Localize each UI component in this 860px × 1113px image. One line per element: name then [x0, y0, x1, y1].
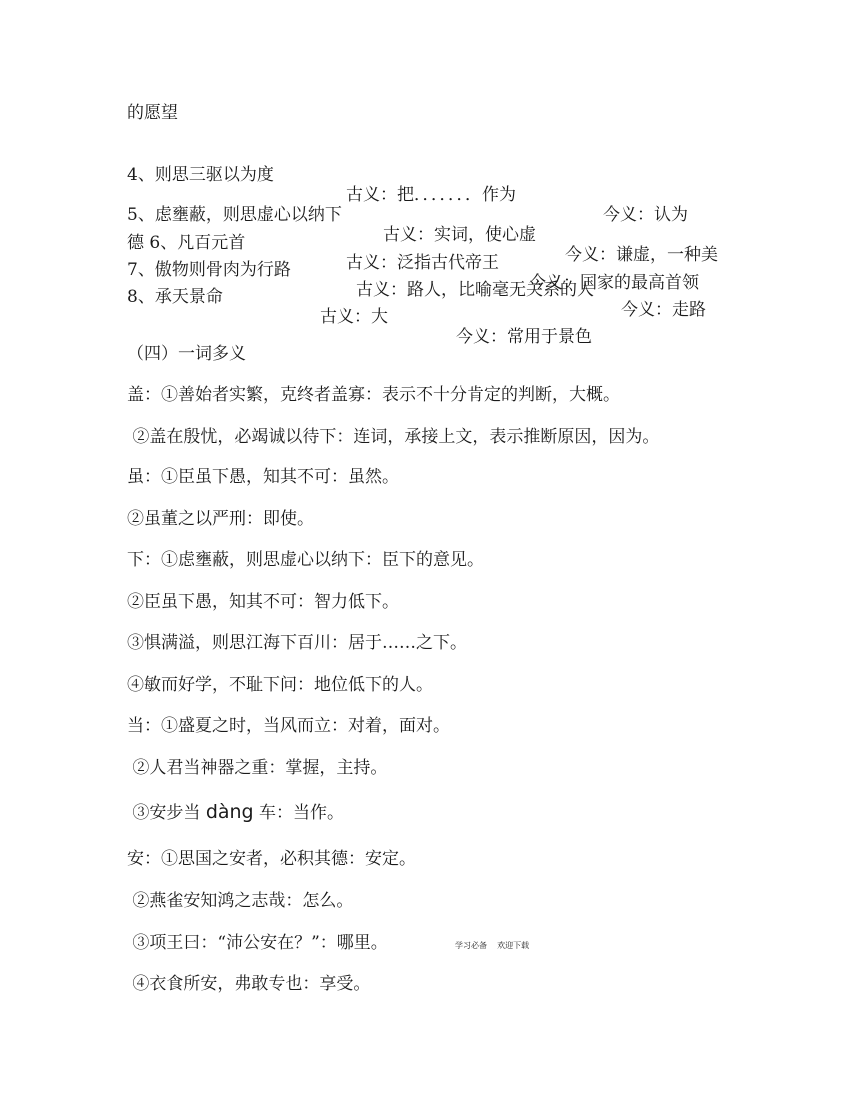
entry-an-2: ②燕雀安知鸿之志哉：怎么。 — [127, 891, 354, 911]
entry-sui-1: 虽：①臣虽下愚，知其不可：虽然。 — [127, 467, 399, 487]
entry-an-4: ④衣食所安，弗敢专也：享受。 — [127, 974, 371, 994]
gujin-phrase: 8、承天景命 — [127, 287, 223, 307]
entry-xia-4: ④敏而好学，不耻下问：地位低下的人。 — [127, 675, 433, 695]
section-title: （四）一词多义 — [127, 344, 246, 364]
gujin-phrase: 7、傲物则骨肉为行路 — [127, 260, 291, 280]
gujin-phrase: 4、则思三驱以为度 — [127, 165, 274, 185]
pinyin-annotation: dàng — [205, 801, 254, 823]
entry-dang-2: ②人君当神器之重：掌握，主持。 — [127, 758, 388, 778]
watermark-footer: 学习必备 欢迎下载 — [455, 941, 530, 950]
entry-dang-3 — [127, 802, 344, 823]
gujin-ancient-meaning: 古义：泛指古代帝王 — [346, 253, 499, 273]
gujin-ancient-meaning: 古义：路人，比喻毫无关系的人 — [356, 280, 594, 300]
entry-an-1: 安：①思国之安者，必积其德：安定。 — [127, 849, 416, 869]
gujin-ancient-meaning: 古义：把．．．．．．．作为 — [346, 185, 516, 205]
entry-dang-1: 当：①盛夏之时，当风而立：对着，面对。 — [127, 716, 450, 736]
gujin-modern-meaning: 今义：国家的最高首领 — [529, 273, 699, 293]
gujin-modern-meaning: 今义：谦虚，一种美 — [565, 245, 718, 265]
entry-xia-2: ②臣虽下愚，知其不可：智力低下。 — [127, 592, 399, 612]
gujin-phrase: 5、虑壅蔽，则思虚心以纳下 — [127, 205, 342, 225]
entry-xia-1: 下：①虑壅蔽，则思虚心以纳下：臣下的意见。 — [127, 550, 484, 570]
gujin-ancient-meaning: 古义：大 — [320, 307, 388, 327]
entry-prefix: ③安步当 — [127, 803, 206, 823]
entry-gai-1: 盖：①善始者实繁，克终者盖寡：表示不十分肯定的判断，大概。 — [127, 385, 620, 405]
entry-gai-2: ②盖在殷忧，必竭诚以待下：连词，承接上文，表示推断原因，因为。 — [127, 427, 660, 447]
gujin-modern-meaning: 今义：常用于景色 — [456, 327, 592, 347]
gujin-ancient-meaning: 古义：实词，使心虚 — [383, 225, 536, 245]
intro-text: 的愿望 — [127, 103, 178, 123]
entry-xia-3: ③惧满溢，则思江海下百川：居于……之下。 — [127, 633, 467, 653]
entry-sui-2: ②虽董之以严刑：即使。 — [127, 509, 314, 529]
entry-suffix: 车：当作。 — [253, 803, 345, 823]
gujin-modern-meaning: 今义：认为 — [603, 205, 688, 225]
gujin-phrase: 德 6、凡百元首 — [127, 233, 246, 253]
gujin-modern-meaning: 今义：走路 — [621, 300, 706, 320]
entry-an-3: ③项王曰：“沛公安在？”：哪里。 — [127, 933, 388, 953]
